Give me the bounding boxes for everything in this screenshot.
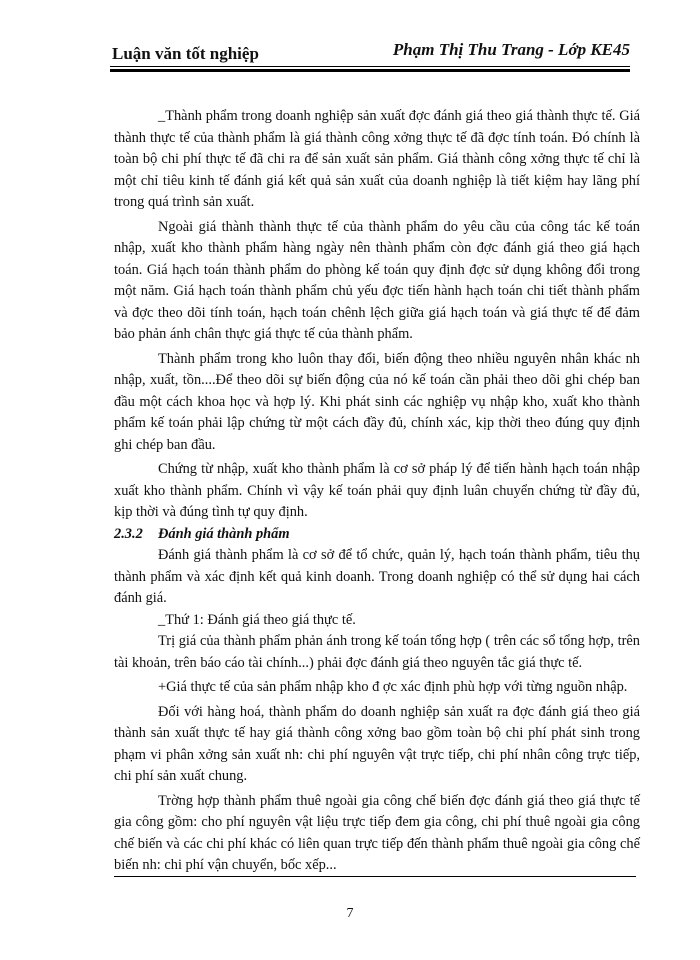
paragraph-accounting-price: Ngoài giá thành thành thực tế của thành phẩm do yêu cầu của công tác kế toán nhập, xuất kho thành phẩm hàng ngày nên thành phẩm còn đợc đánh giá theo giá hạch toán. Giá hạch toán thành phẩm do phòng kế toán quy định đợc sử dụng không đổi trong một năm. Giá hạch toán thành phẩm chủ yếu đợc tiến hành hạch toán chi tiết thành phẩm và đợc theo dõi tính toán, hạch toán chênh lệch giữa giá hạch toán và giá thực tế để đảm bảo phản ánh chân thực giá thực tế của thành phẩm. xyxy=(114,218,640,342)
header-author: Phạm Thị Thu Trang - Lớp KE45 xyxy=(392,40,630,59)
section-number: 2.3.2 xyxy=(114,525,143,542)
page-number: 7 xyxy=(346,906,354,921)
paragraph-outsourced-goods: Trờng hợp thành phẩm thuê ngoài gia công chế biến đợc đánh giá theo giá thực tế gia công gồm: cho phí nguyên vật liệu trực tiếp đem gia công, chi phí thuê ngoài gia công chế biến và các chi phí khác có liên quan trực tiếp đến thành phẩm thuê ngoài gia công chế biến nh: chi phí vận chuyển, bốc xếp... xyxy=(114,792,640,873)
header-rule-thin xyxy=(110,66,630,67)
paragraph-produced-goods: Đối với hàng hoá, thành phẩm do doanh nghiệp sản xuất ra đợc đánh giá theo giá thành sản xuất thực tế hay giá thành công xởng bao gồm toàn bộ chi phí phát sinh trong phạm vi phân xởng sản xuất nh: chi phí nguyên vật trực tiếp, chi phí nhân công trực tiếp, chi phí sản xuất chung. xyxy=(114,703,640,784)
paragraph-valuation-intro: Đánh giá thành phẩm là cơ sở để tổ chức, quản lý, hạch toán thành phẩm, tiêu thụ thành phẩm và xác định kết quả kinh doanh. Trong doanh nghiệp có thể sử dụng hai cách đánh giá. xyxy=(114,547,640,606)
paragraph-actual-value: Trị giá của thành phẩm phản ánh trong kế toán tổng hợp ( trên các sổ tổng hợp, trên tài khoản, trên báo cáo tài chính...) phải đợc đánh giá theo nguyên tắc giá thực tế. xyxy=(114,633,640,671)
page-header xyxy=(110,38,630,68)
header-rule-thick xyxy=(110,69,630,72)
section-title: Đánh giá thành phẩm xyxy=(158,525,290,542)
paragraph-documents: Chứng từ nhập, xuất kho thành phẩm là cơ sở pháp lý để tiến hành hạch toán nhập xuất kho thành phẩm. Chính vì vậy kế toán phải quy định luân chuyển chứng từ đầy đủ, kịp thời và đúng tình tự quy định. xyxy=(114,461,640,520)
section-heading xyxy=(114,524,640,546)
paragraph-finished-goods-valuation: _Thành phẩm trong doanh nghiệp sản xuất đợc đánh giá theo giá thành thực tế. Giá thành thực tế của thành phẩm là giá thành công xởng thực tế đã đợc tính toán. Đó chính là toàn bộ chi phí thực tế đã chi ra để sản xuất sản phẩm. Giá thành công xởng thực tế chỉ là một chỉ tiêu kinh tế đánh giá kết quả sản xuất của doanh nghiệp là tiết kiệm hay lãng phí trong quá trình sản xuất. xyxy=(114,108,640,210)
paragraph-method-1: _Thứ 1: Đánh giá theo giá thực tế. xyxy=(158,611,356,628)
paragraph-inventory-changes: Thành phẩm trong kho luôn thay đổi, biến động theo nhiều nguyên nhân khác nh nhập, xuất, tồn....Để theo dõi sự biến động của nó kế toán cần phải theo dõi ghi chép ban đầu một cách khoa học và hợp lý. Khi phát sinh các nghiệp vụ nhập kho, xuất kho thành phẩm kế toán phải lập chứng từ một cách đầy đủ, chính xác, kịp thời theo đúng quy định ghi chép ban đầu. xyxy=(114,350,640,453)
header-thesis-title: Luận văn tốt nghiệp xyxy=(112,44,259,63)
paragraph-import-price: +Giá thực tế của sản phẩm nhập kho đ ợc xác định phù hợp với từng nguồn nhập. xyxy=(158,679,628,695)
document-body xyxy=(114,106,640,877)
footer-rule xyxy=(114,876,636,877)
